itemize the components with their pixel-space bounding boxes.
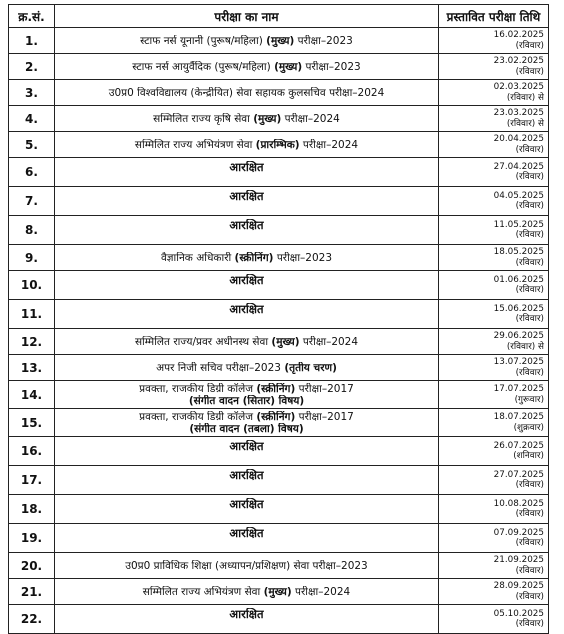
exam-weekday: (रविवार) (515, 285, 544, 295)
exam-name-line (55, 139, 438, 151)
row-proposed-date (439, 409, 549, 437)
row-exam-name (55, 271, 439, 300)
exam-name-emphasis: (स्क्रीनिंग) (256, 382, 296, 395)
exam-name-line (55, 498, 438, 510)
exam-weekday: (रविवार) (515, 66, 544, 77)
exam-weekday: (रविवार) (515, 565, 544, 576)
row-proposed-date (439, 187, 549, 216)
exam-name-emphasis: (मुख्य) (253, 112, 282, 125)
exam-date: 18.05.2025 (493, 247, 544, 257)
table-row (9, 106, 549, 132)
row-proposed-date (439, 216, 549, 245)
table-row (9, 381, 549, 409)
exam-weekday: (रविवार) से (506, 118, 544, 129)
row-proposed-date (439, 381, 549, 409)
row-proposed-date (439, 605, 549, 634)
exam-weekday: (रविवार) (515, 538, 544, 548)
exam-name-emphasis: आरक्षित (229, 303, 264, 315)
row-exam-name (55, 466, 439, 495)
row-exam-name (55, 132, 439, 158)
exam-weekday: (रविवार) (515, 230, 544, 240)
row-serial-number: 2. (9, 54, 55, 80)
exam-name-text: उ0प्र0 प्राविधिक शिक्षा (अध्यापन/प्रशिक्षण) सेवा परीक्षा–2023 (125, 559, 368, 572)
exam-date: 13.07.2025 (493, 357, 544, 367)
exam-name-text: स्टाफ नर्स यूनानी (पुरूष/महिला) (140, 34, 267, 47)
row-serial-number: 6. (9, 158, 55, 187)
exam-name-line (55, 161, 438, 173)
exam-date: 02.03.2025 (493, 82, 544, 92)
row-exam-name (55, 80, 439, 106)
table-row (9, 524, 549, 553)
exam-name-text: सम्मिलित राज्य कृषि सेवा (153, 112, 254, 125)
exam-name-emphasis: आरक्षित (229, 161, 264, 173)
exam-name-line (55, 469, 438, 481)
row-proposed-date (439, 329, 549, 355)
exam-subject-line: (संगीत वादन (तबला) विषय) (189, 422, 304, 435)
exam-date: 10.08.2025 (493, 498, 544, 509)
exam-name-line (55, 586, 438, 598)
exam-name-text: परीक्षा–2024 (299, 138, 359, 151)
row-serial-number: 14. (9, 381, 55, 409)
table-row (9, 271, 549, 300)
exam-weekday: (रविवार) से (506, 341, 544, 352)
header-exam-name: परीक्षा का नाम (55, 5, 439, 28)
exam-name-line (55, 274, 438, 286)
exam-date: 16.02.2025 (493, 30, 544, 40)
row-exam-name (55, 300, 439, 329)
exam-date: 23.03.2025 (493, 108, 544, 118)
exam-date: 28.09.2025 (493, 581, 544, 591)
header-serial: क्र.सं. (9, 5, 55, 28)
exam-name-line (55, 87, 438, 99)
exam-weekday: (रविवार) (515, 480, 544, 490)
exam-name-line (55, 303, 438, 315)
exam-name-emphasis: आरक्षित (229, 274, 264, 286)
exam-weekday: (रविवार) (515, 172, 544, 182)
exam-name-emphasis: आरक्षित (229, 440, 264, 452)
exam-name-text: स्टाफ नर्स आयुर्वैदिक (पुरूष/महिला) (132, 60, 275, 73)
exam-date: 18.07.2025 (493, 412, 544, 422)
row-proposed-date (439, 80, 549, 106)
table-header-row (9, 5, 549, 28)
exam-weekday: (गुरूवार) (514, 394, 544, 405)
row-serial-number: 3. (9, 80, 55, 106)
table-row (9, 355, 549, 381)
exam-name-emphasis: आरक्षित (229, 527, 264, 539)
row-serial-number: 1. (9, 28, 55, 54)
row-exam-name (55, 409, 439, 437)
exam-name-emphasis: आरक्षित (229, 219, 264, 231)
row-serial-number: 10. (9, 271, 55, 300)
row-serial-number: 19. (9, 524, 55, 553)
exam-name-text: परीक्षा–2017 (295, 410, 354, 423)
row-serial-number: 18. (9, 495, 55, 524)
exam-date: 15.06.2025 (493, 303, 544, 314)
exam-name-text: परीक्षा–2017 (295, 382, 354, 395)
row-exam-name (55, 106, 439, 132)
row-serial-number: 5. (9, 132, 55, 158)
exam-name-emphasis: (मुख्य) (266, 34, 295, 47)
exam-date: 27.07.2025 (493, 469, 544, 480)
exam-weekday: (रविवार) (515, 40, 544, 51)
row-serial-number: 7. (9, 187, 55, 216)
exam-weekday: (रविवार) (515, 257, 544, 268)
exam-name-emphasis: (स्क्रीनिंग) (256, 410, 296, 423)
table-row (9, 300, 549, 329)
exam-name-line (55, 527, 438, 539)
row-serial-number: 21. (9, 579, 55, 605)
row-exam-name (55, 524, 439, 553)
exam-date: 05.10.2025 (493, 608, 544, 619)
exam-name-emphasis: (मुख्य) (274, 60, 303, 73)
exam-name-line (55, 219, 438, 231)
row-exam-name (55, 437, 439, 466)
table-row (9, 409, 549, 437)
row-proposed-date (439, 553, 549, 579)
exam-name-emphasis: आरक्षित (229, 498, 264, 510)
exam-name-line (55, 61, 438, 73)
exam-name-text: उ0प्र0 विश्वविद्यालय (केन्द्रीयित) सेवा सहायक कुलसचिव परीक्षा–2024 (108, 86, 385, 99)
exam-weekday: (रविवार) (515, 314, 544, 324)
table-row (9, 54, 549, 80)
exam-date: 04.05.2025 (493, 190, 544, 201)
table-row (9, 132, 549, 158)
row-exam-name (55, 329, 439, 355)
exam-name-line (55, 560, 438, 572)
row-exam-name (55, 216, 439, 245)
exam-weekday: (रविवार) (515, 619, 544, 629)
exam-name-text: प्रवक्ता, राजकीय डिग्री कॉलेज (139, 410, 257, 423)
exam-name-text: अपर निजी सचिव परीक्षा–2023 (156, 361, 285, 374)
row-serial-number: 8. (9, 216, 55, 245)
row-exam-name (55, 158, 439, 187)
exam-date: 17.07.2025 (493, 384, 544, 394)
row-serial-number: 11. (9, 300, 55, 329)
row-proposed-date (439, 28, 549, 54)
exam-schedule-table (8, 4, 549, 634)
exam-weekday: (रविवार) (515, 509, 544, 519)
exam-date: 29.06.2025 (493, 331, 544, 341)
row-proposed-date (439, 495, 549, 524)
table-row (9, 245, 549, 271)
table-row (9, 466, 549, 495)
table-row (9, 437, 549, 466)
exam-weekday: (शुक्रवार) (513, 422, 544, 433)
row-exam-name (55, 245, 439, 271)
exam-weekday: (रविवार) (515, 591, 544, 602)
row-proposed-date (439, 245, 549, 271)
exam-name-text: प्रवक्ता, राजकीय डिग्री कॉलेज (139, 382, 257, 395)
table-row (9, 158, 549, 187)
row-exam-name (55, 605, 439, 634)
exam-name-line (55, 113, 438, 125)
row-exam-name (55, 54, 439, 80)
table-row (9, 553, 549, 579)
exam-name-emphasis: आरक्षित (229, 190, 264, 202)
row-proposed-date (439, 355, 549, 381)
exam-name-emphasis: (प्रारम्भिक) (255, 138, 300, 151)
exam-name-emphasis: आरक्षित (229, 469, 264, 481)
exam-name-line (55, 411, 438, 423)
exam-name-text: सम्मिलित राज्य/प्रवर अधीनस्थ सेवा (134, 335, 272, 348)
row-proposed-date (439, 300, 549, 329)
table-row (9, 28, 549, 54)
row-exam-name (55, 495, 439, 524)
exam-name-emphasis: आरक्षित (229, 608, 264, 620)
table-body (9, 28, 549, 634)
table-row (9, 495, 549, 524)
row-proposed-date (439, 579, 549, 605)
exam-name-line (55, 35, 438, 47)
table-row (9, 80, 549, 106)
exam-name-text: परीक्षा–2024 (291, 585, 351, 598)
row-proposed-date (439, 437, 549, 466)
exam-name-text: परीक्षा–2023 (273, 251, 333, 264)
exam-weekday: (रविवार) से (506, 92, 544, 103)
exam-date: 26.07.2025 (493, 440, 544, 451)
row-proposed-date (439, 106, 549, 132)
exam-date: 01.06.2025 (493, 274, 544, 285)
table-row (9, 579, 549, 605)
exam-date: 21.09.2025 (493, 555, 544, 565)
row-proposed-date (439, 466, 549, 495)
table-row (9, 187, 549, 216)
exam-weekday: (रविवार) (515, 201, 544, 211)
exam-name-text: परीक्षा–2024 (281, 112, 340, 125)
row-exam-name (55, 579, 439, 605)
row-exam-name (55, 381, 439, 409)
table-row (9, 216, 549, 245)
exam-date: 23.02.2025 (493, 56, 544, 66)
exam-name-line (55, 383, 438, 395)
exam-name-emphasis: (मुख्य) (271, 335, 300, 348)
exam-name-text: वैज्ञानिक अधिकारी (160, 251, 235, 264)
exam-name-emphasis: (स्क्रीनिंग) (234, 251, 274, 264)
header-proposed-date: प्रस्तावित परीक्षा तिथि (439, 5, 549, 28)
row-serial-number: 13. (9, 355, 55, 381)
row-proposed-date (439, 524, 549, 553)
exam-name-text: सम्मिलित राज्य अभियंत्रण सेवा (142, 585, 264, 598)
exam-name-emphasis: (तृतीय चरण) (284, 361, 337, 374)
row-serial-number: 12. (9, 329, 55, 355)
exam-date: 20.04.2025 (493, 134, 544, 144)
exam-date: 27.04.2025 (493, 161, 544, 172)
exam-name-text: परीक्षा–2023 (302, 60, 361, 73)
exam-name-line (55, 252, 438, 264)
row-serial-number: 9. (9, 245, 55, 271)
row-serial-number: 20. (9, 553, 55, 579)
exam-name-text: परीक्षा–2023 (294, 34, 353, 47)
row-serial-number: 22. (9, 605, 55, 634)
exam-name-line (55, 336, 438, 348)
row-serial-number: 17. (9, 466, 55, 495)
row-exam-name (55, 553, 439, 579)
row-proposed-date (439, 158, 549, 187)
exam-weekday: (शनिवार) (513, 451, 544, 461)
row-proposed-date (439, 54, 549, 80)
row-serial-number: 15. (9, 409, 55, 437)
exam-date: 11.05.2025 (493, 219, 544, 230)
exam-name-line (55, 362, 438, 374)
row-exam-name (55, 28, 439, 54)
row-proposed-date (439, 271, 549, 300)
row-exam-name (55, 187, 439, 216)
row-serial-number: 16. (9, 437, 55, 466)
exam-name-emphasis: (मुख्य) (263, 585, 292, 598)
table-row (9, 605, 549, 634)
exam-name-line (55, 608, 438, 620)
row-proposed-date (439, 132, 549, 158)
row-serial-number: 4. (9, 106, 55, 132)
exam-weekday: (रविवार) (515, 144, 544, 155)
exam-name-line (55, 440, 438, 452)
exam-weekday: (रविवार) (515, 367, 544, 378)
row-exam-name (55, 355, 439, 381)
table-row (9, 329, 549, 355)
exam-name-text: परीक्षा–2024 (299, 335, 359, 348)
exam-name-line (55, 190, 438, 202)
exam-subject-line: (संगीत वादन (सितार) विषय) (188, 394, 305, 407)
exam-name-text: सम्मिलित राज्य अभियंत्रण सेवा (134, 138, 256, 151)
exam-date: 07.09.2025 (493, 527, 544, 538)
